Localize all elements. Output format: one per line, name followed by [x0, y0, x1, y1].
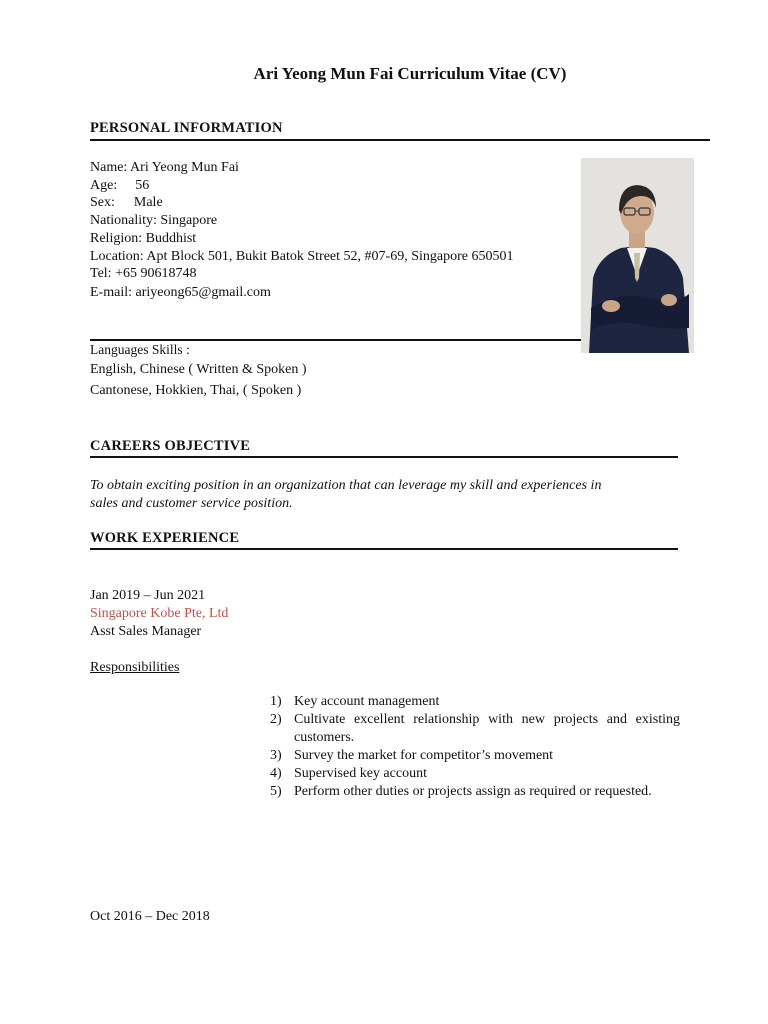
careers-objective-heading: CAREERS OBJECTIVE [90, 438, 251, 454]
languages-line-2: Cantonese, Hokkien, Thai, ( Spoken ) [90, 383, 302, 398]
personal-info-rule [90, 139, 710, 141]
work-experience-rule [90, 548, 678, 550]
list-item: 3) Survey the market for competitor’s movement [270, 748, 554, 763]
list-item: 5) Perform other duties or projects assign as required or requested. [270, 784, 652, 799]
age-line [90, 177, 149, 195]
job1-company: Singapore Kobe Pte, Ltd [90, 606, 229, 621]
job2-period: Oct 2016 – Dec 2018 [90, 909, 210, 924]
sex-value: Male [133, 195, 163, 210]
languages-heading: Languages Skills : [90, 342, 190, 357]
document-title: Ari Yeong Mun Fai Curriculum Vitae (CV) [253, 64, 567, 83]
tel-line: Tel: +65 90618748 [90, 266, 197, 281]
job1-role: Asst Sales Manager [90, 624, 202, 639]
location-line: Location: Apt Block 501, Bukit Batok Street 52, #07-69, Singapore 650501 [90, 249, 514, 264]
nationality-line: Nationality: Singapore [90, 213, 218, 228]
sex-line [90, 194, 163, 212]
portrait-image [581, 158, 694, 353]
job1-responsibilities-heading: Responsibilities [90, 660, 180, 675]
job1-responsibilities-list [270, 693, 680, 801]
religion-line: Religion: Buddhist [90, 231, 197, 246]
age-value: 56 [135, 178, 150, 193]
personal-info-heading: PERSONAL INFORMATION [90, 120, 283, 136]
name-line: Name: Ari Yeong Mun Fai [90, 160, 239, 175]
list-item: 1) Key account management [270, 694, 440, 709]
job1-period: Jan 2019 – Jun 2021 [90, 588, 206, 603]
list-item: 4) Supervised key account [270, 766, 427, 781]
languages-line-1: English, Chinese ( Written & Spoken ) [90, 362, 307, 377]
objective-text-line-1: To obtain exciting position in an organization that can leverage my skill and experiences in [90, 478, 602, 493]
careers-objective-rule [90, 456, 678, 458]
list-item: 2) Cultivate excellent relationship with new projects and existing customers. [270, 712, 680, 745]
work-experience-heading: WORK EXPERIENCE [90, 530, 240, 546]
sex-label: Sex: [90, 195, 115, 210]
profile-photo [581, 158, 694, 353]
email-line: E-mail: ariyeong65@gmail.com [90, 285, 271, 300]
age-label: Age: [90, 178, 118, 193]
objective-text-line-2: sales and customer service position. [90, 496, 293, 511]
